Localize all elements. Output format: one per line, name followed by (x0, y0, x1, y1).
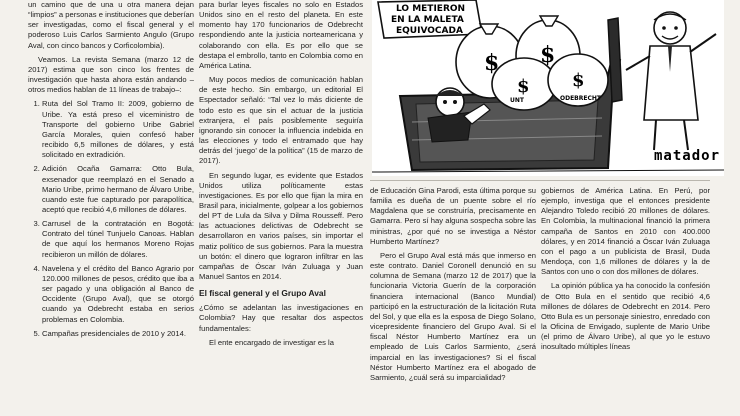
dollar-sign: $ (540, 42, 556, 68)
paragraph: El ente encargado de investigar es la (209, 337, 334, 347)
paragraph-intro: un camino que de una u otra manera dejan “limpios” a personas e instituciones que deberían ser investigadas, como el fiscal general y el poderoso Luis Carlos Sarmiento Angulo (Grupo Aval, con cinco bancos y Corficolombia). (28, 0, 194, 50)
paragraph-semana: Veamos. La revista Semana (marzo 12 de 2017) estima que son cinco los frentes de investigación que hasta ahora están andando –otros medios hablan de 11 líneas de trabajo–: (28, 54, 194, 95)
sign-line-2: EN LA MALETA (391, 15, 464, 25)
investigation-list (28, 99, 194, 338)
paragraph: La opinión pública ya ha conocido la confesión de Otto Bula en el sentido que recibió 4,6 millones de dólares de Odebrecht en 2014. Pero Otto Bula es un personaje siniestro, enredado con la Oficina de Envigado, suplente de Mario Uribe (el primo de Álvaro Uribe), al que yo le estuvo inosultado múltiples líneas (541, 281, 710, 352)
paragraph: ¿Cómo se adelantan las investigaciones en Colombia? Hay que resaltar dos aspectos fundamentales: (199, 303, 363, 333)
bag-label-left: UNT (510, 97, 524, 104)
editorial-cartoon (372, 0, 724, 176)
sign-line-1: LO METIERON (396, 4, 466, 14)
man-figure-right (626, 12, 716, 150)
paragraph: de Educación Gina Parodi, esta última porque su familia es dueña de un puente sobre el río Magdalena que se construiría, precisamente en Gamarra. Pero sí hay alguna sospecha sobre las ministras, ¿por qué no se investiga a Néstor Humberto Martínez? (370, 186, 536, 246)
paragraph: gobiernos de América Latina. En Perú, por ejemplo, investiga que el entonces presidente Alejandro Toledo recibió 20 millones de dólares. En Colombia, la multinacional financió la primera campaña de Santos en 2010 con 400.000 dólares, y en 2014 financió a Óscar Iván Zuluaga con el pago a un publicista de Brasil, Duda Mendoça, con 1,6 millones de dólares y la de Santos con uno o con dos millones de dólares. (541, 186, 710, 277)
list-item: 2. Adición Ocaña Gamarra: Otto Bula, exsenador que reemplazó en el Senado a Mario Uribe, primo hermano de Álvaro Uribe, cuando este fue capturado por parapolítica, aceptó que recibió 4,6 millones de dólares. (42, 164, 194, 215)
list-item: 4. Navelena y el crédito del Banco Agrario por 120.000 millones de pesos, crédito que iba a ser pagado y una obligación al Banco de Occidente (Grupo Aval), que se otorgó cuando ya Odebrecht estaba en serios problemas en Colombia. (42, 264, 194, 325)
paragraph: para burlar leyes fiscales no solo en Estados Unidos sino en el resto del planeta. En este momento hay 170 funcionarios de Odebrecht respondiendo ante la justicia norteamericana y colaborando con ella. Es por ello que se destapa el embrollo, tanto en Colombia como en América Latina. (199, 0, 363, 70)
sign-line-3: EQUIVOCADA (396, 26, 463, 36)
article-column-4 (541, 186, 710, 416)
section-subheading: El fiscal general y el Grupo Aval (199, 288, 326, 299)
paragraph: En segundo lugar, es evidente que Estados Unidos utiliza políticamente estas investigaciones. Es por ello que fijan la mira en Brasil para, inicialmente, golpear a los gobiernos del PT de Lula da Silva y Dilma Rousseff. Pero las actuaciones delictivas de Odebrecht se desarrollaron en varios países, sin importar el matiz político de sus gobiernos. Para la muestra un botón: el dinero que lograron infiltrar en las campañas de Óscar Iván Zuluaga y Juan Manuel Santos en 2014. (199, 170, 363, 282)
article-column-2 (199, 0, 363, 416)
article-column-3 (370, 186, 536, 416)
dollar-sign: $ (517, 76, 530, 97)
paragraph: Pero el Grupo Aval está más que inmerso en este contrato. Daniel Coronell denunció en su columna de Semana (marzo 12 de 2017) que la funcionaria Victoria Guerín de la corporación financiera internacional (Banco Mundial) participó en la estructuración de la licitación Ruta del Sol, y que ella es la esposa de Diego Solano, vicepresidente financiero del Grupo Aval. Si el fiscal Néstor Humberto Martínez era un empleado de Luis Carlos Sarmiento, ¿será imparcial en las investigaciones? Si el fiscal Néstor Humberto Martínez era el abogado de Sarmiento, ¿cuál será su imparcialidad? (370, 250, 536, 382)
paragraph: Muy pocos medios de comunicación hablan de este hecho. Sin embargo, un editorial El Espectador señaló: “Tal vez lo más diciente de todo esto es que sin el actuar de la justicia extranjera, el país posiblemente seguiría ignorando sin conocer la influencia indebida en las elecciones y todo el entramado que hay detrás del ‘juego’ de la política” (15 de marzo de 2017). (199, 75, 363, 166)
money-bags (456, 16, 608, 110)
article-column-1 (28, 0, 194, 416)
dollar-sign: $ (484, 50, 500, 76)
dollar-sign: $ (572, 70, 585, 91)
speech-sign (378, 0, 482, 38)
list-item: 5. Campañas presidenciales de 2010 y 2014. (42, 329, 194, 339)
list-item: 1. Ruta del Sol Tramo II: 2009, gobierno de Uribe. Ya está preso el viceministro de Transporte del gobierno Uribe Gabriel García Morales, quien confesó haber recibido 6,5 millones de dólares, y está solicitado en extradición. (42, 99, 194, 160)
list-item: 3. Carrusel de la contratación en Bogotá: Contrato del túnel Tunjuelo Canoas. Hablan de que aquí los hermanos Moreno Rojas recibieron un millón de dólares. (42, 219, 194, 260)
cartoonist-signature: matador (654, 148, 721, 164)
divider (370, 180, 710, 181)
bag-label-right: ODEBRECHT (560, 95, 601, 102)
